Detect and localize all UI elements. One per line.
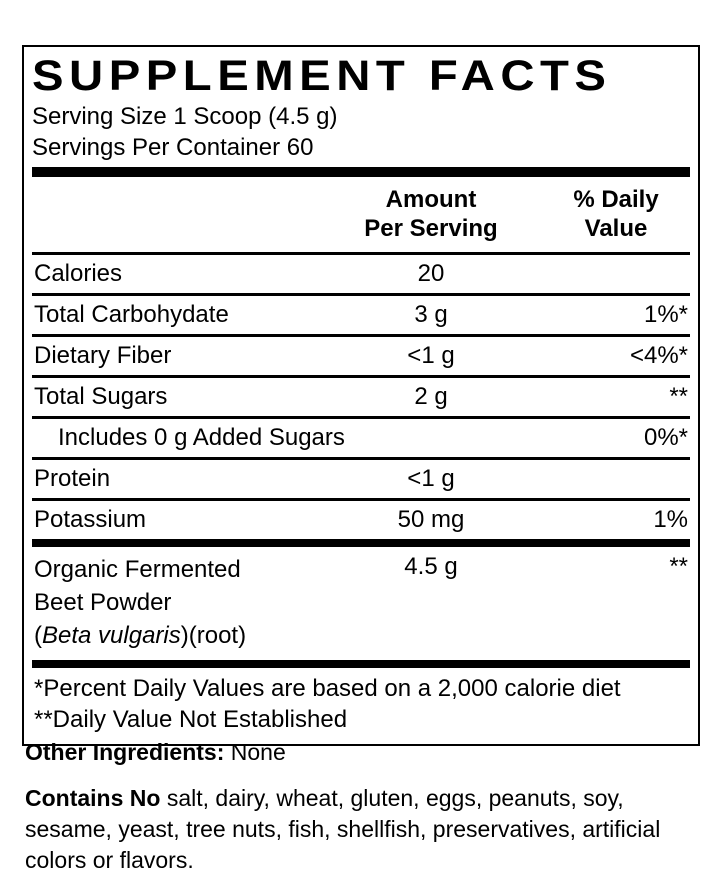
header-daily-value (542, 185, 690, 243)
ingredient-daily-value: ** (669, 553, 688, 580)
nutrient-daily-value: <4%* (629, 342, 688, 369)
ingredient-name-line3 (34, 619, 320, 652)
nutrient-row-calories (32, 252, 690, 293)
nutrient-row-added-sugars (32, 416, 690, 457)
nutrient-name: Total Sugars (34, 383, 168, 410)
nutrient-name: Total Carbohydate (34, 301, 229, 328)
nutrient-daily-value: ** (669, 383, 688, 410)
below-panel-text (25, 738, 697, 876)
nutrient-name: Dietary Fiber (34, 342, 172, 369)
ingredient-name-line2: Beet Powder (34, 589, 172, 616)
nutrient-name: Calories (34, 260, 123, 287)
nutrient-amount: <1 g (407, 465, 455, 492)
nutrient-row-total-sugars (32, 375, 690, 416)
supplement-facts-panel (22, 45, 700, 746)
nutrient-daily-value: 1% (653, 506, 688, 533)
other-ingredients-value: None (224, 739, 286, 765)
ingredient-name-line1: Organic Fermented (34, 556, 241, 583)
thick-divider-middle (32, 539, 690, 547)
nutrient-row-dietary-fiber (32, 334, 690, 375)
botanical-open-paren: ( (34, 622, 42, 649)
nutrient-amount: 2 g (414, 383, 448, 410)
botanical-name: Beta vulgaris (42, 622, 181, 649)
header-dv-line2: Value (584, 215, 648, 242)
ingredient-row-beet-powder (32, 547, 690, 660)
serving-size-line: Serving Size 1 Scoop (4.5 g) (32, 103, 338, 130)
botanical-close-paren: )(root) (180, 622, 247, 649)
header-amount-per-serving (320, 185, 542, 243)
nutrient-name: Potassium (34, 506, 147, 533)
footnote-daily-values: *Percent Daily Values are based on a 2,000 calorie diet (34, 675, 621, 702)
nutrient-daily-value: 1%* (643, 301, 688, 328)
thick-divider-top (32, 167, 690, 177)
nutrient-row-total-carbohydrate (32, 293, 690, 334)
ingredient-amount: 4.5 g (404, 553, 458, 580)
header-amount-line2: Per Serving (364, 215, 498, 242)
ingredient-name (32, 553, 320, 652)
servings-per-container-line: Servings Per Container 60 (32, 134, 314, 161)
other-ingredients-line (25, 738, 697, 767)
nutrient-amount: 20 (417, 260, 445, 287)
nutrient-amount: 50 mg (397, 506, 465, 533)
thick-divider-bottom (32, 660, 690, 668)
contains-no-value: salt, dairy, wheat, gluten, eggs, peanuts, soy, sesame, yeast, tree nuts, fish, shellfish, preservatives, artificial colors or flavors. (25, 785, 661, 873)
other-ingredients-label: Other Ingredients: (25, 739, 225, 765)
nutrient-row-potassium (32, 498, 690, 539)
footnote-not-established: **Daily Value Not Established (34, 706, 348, 733)
panel-title: SUPPLEMENT FACTS (32, 52, 612, 100)
nutrient-name: Includes 0 g Added Sugars (58, 424, 345, 451)
contains-no-label: Contains No (25, 785, 161, 811)
contains-no-paragraph (25, 783, 697, 876)
footnotes (32, 668, 690, 738)
table-header-row (32, 177, 690, 252)
nutrient-daily-value: 0%* (643, 424, 688, 451)
header-spacer (32, 185, 320, 243)
nutrient-amount: 3 g (414, 301, 448, 328)
nutrient-row-protein (32, 457, 690, 498)
header-dv-line1: % Daily (573, 186, 659, 213)
nutrient-name: Protein (34, 465, 111, 492)
header-amount-line1: Amount (385, 186, 477, 213)
nutrient-amount: <1 g (407, 342, 455, 369)
